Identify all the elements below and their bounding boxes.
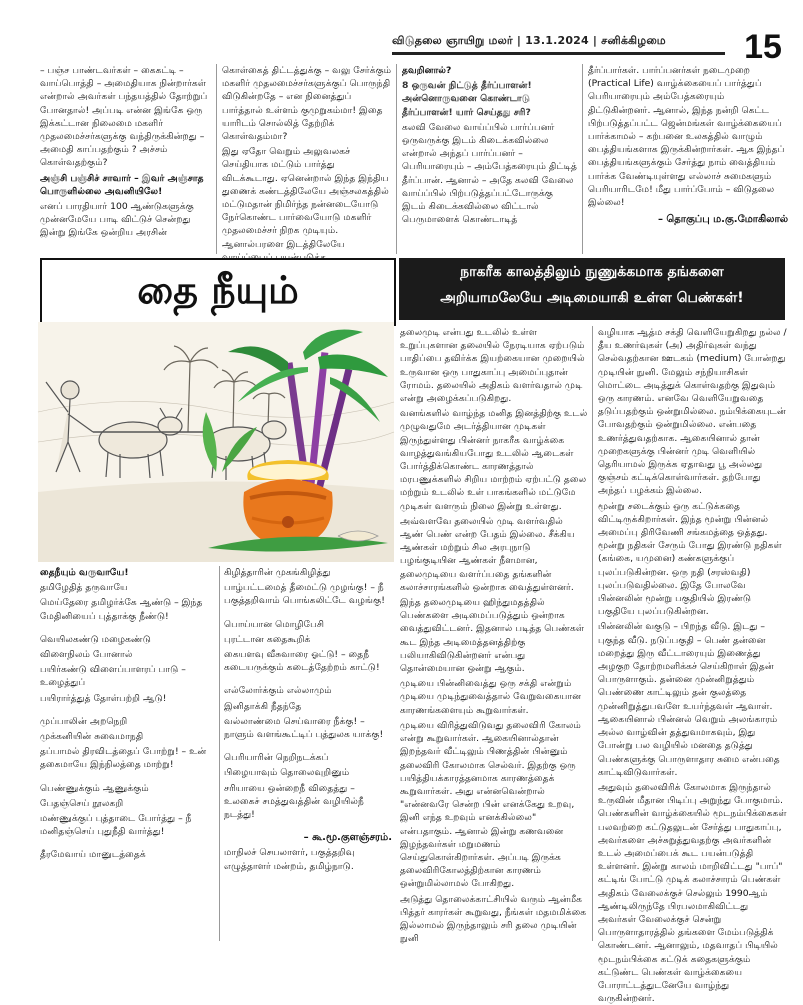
column-divider xyxy=(216,64,217,254)
poem-line: முக்கனியின் சுவைமாநதி xyxy=(40,731,144,743)
paragraph: – பஞ்ச பாண்டவர்கள் – கைகட்டி – வாய்பொத்தி – அமைதியாக நின்றார்கள் என்றால் அவர்கள் பந்தயத்தில் தோற்றுப் போனதால்! அப்படி என்ன இங்கே ஒரு இக்கட்டான நிலைமை மகளிர் முதலமைச்சர்களுக்கு வந்திருக்கின்றது – அமைதி காப்பதற்கும் ? அச்சம் கொள்வதற்கும்? xyxy=(40,65,208,169)
paragraph: வழியாக ஆத்ம சக்தி வெளியேறுகிறது நல்ல / தீய உணர்வுகள் (அ) அதிர்வுகள் வந்து செல்வதற்கான ஊடகம் (medium) போன்றது முடியின் நுனி. மேலும் சந்நியாசிகள் மொட்டை அடித்துக் கொள்வதற்கு இதுவும் ஒரு காரணம். எனவே வெளியேறுவதை தடுப்பதற்கும் ஒன்றுமில்லை. நம்பிக்கையுடன் போவதற்கும் ஒன்றுமில்லை. என்பதை உணர்த்துவதற்காக. ஆகையினால் தான் முறைகளுக்கு பின்னர் முடி வெளியில் தெரியாமல் இருக்க ஏதாவது பூ அல்லது குஞ்சம் கட்டிக்கொள்வார்கள். தற்போது அந்தப் பழக்கம் இல்லை. xyxy=(598,327,787,497)
poem-signature-note: மாநிலச் செயலாளர், பகுத்தறிவு எழுத்தாளர் மன்றம், தமிழ்நாடு. xyxy=(224,847,355,872)
poem-line: தைநீயும் வருவாயே! xyxy=(40,567,129,578)
column-divider xyxy=(582,64,583,254)
poem-line: முப்பாலின் அறநெறி xyxy=(40,715,128,727)
paragraph: தவறினால்? xyxy=(402,65,452,76)
paragraph: இந்த தலைமுடியை ஹிந்துமதத்தில் பெண்களை அடிமைப்படுத்தும் ஒன்றாக வைத்துவிட்டனர். இதனால் படித்த பெண்கள் கூட இந்த அடிமைத்தனத்திற்கு பலியாகிவிடுகின்றனர் என்பது தொன்மையான ஒன்று ஆகும். xyxy=(400,597,585,675)
paragraph: மூன்று சடைக்கும் ஒரு கட்டுக்கதை விட்டிருக்கிறார்கள். இந்த மூன்று பின்னல் அமைப்பு திரிவேணி சங்கமத்தை ஒத்தது. மூன்று நதிகள் சேரும் போது இரண்டு நதிகள் (கங்கை, யமுனை) கண்களுக்குப் புலப்படுகின்றன. ஒரு நதி (சரஸ்வதி) புலப்படுவதில்லை. இதே போலவே பின்னலின் மூன்று பகுதியில் இரண்டு பகுதியே புலப்படுகின்றன. xyxy=(598,500,782,618)
poem-line: வெயிலகண்டு மழைகண்டு xyxy=(40,633,151,645)
pongal-illustration xyxy=(38,322,394,562)
poem-line: மெய்தேரை தமிழர்க்கே ஆண்டு – இந்த மேதினியைப் புத்தாக்கு நீண்டு! xyxy=(40,597,203,622)
poem-line: மண்ணுக்குப் புத்தாடை போர்த்து – நீ மனிதஞ்செய் புதுநீதி வார்த்து! xyxy=(40,813,192,838)
header-rule xyxy=(392,52,725,55)
poem-signature: – கூ.மூ.குளஞ்சரம். xyxy=(303,832,392,844)
poem-line: எல்லோர்க்கும் எல்லாமும் xyxy=(224,685,332,697)
article-headline xyxy=(399,258,785,320)
poem-column-2 xyxy=(224,566,392,941)
top-column-2 xyxy=(222,64,392,254)
article-column-2 xyxy=(598,326,788,1005)
paragraph: பின்னலின் வகுடு – பிறந்த வீடு. இடது – புகுந்த வீடு. நடுப்பகுதி – பெண் தன்னை மறைத்து இரு வீட்டாரையும் இணைத்து அழகுற தோற்றமளிக்கச் செய்கிறாள் இதன் பொருளாகும். தன்னை முன்னிறுத்தும் பெண்ணை காட்டிலும் தன் குலத்தை முன்னிறுத்துபவளே உயர்ந்தவள் ஆவாள். ஆகையினால் பின்னல் வெறும் அலங்காரம் அல்ல வாழ்வின் தத்துவமாகவும், இது போன்று பல வழியில் மனதை தடுத்து பெண்களுக்கு பொருளாதார சுமை என்பதை காட்டிவிடுவார்கள். xyxy=(598,621,780,778)
column-divider xyxy=(219,566,220,941)
poem-line: புரட்டான கதைகூறிக் xyxy=(224,633,311,645)
paragraph: எனப் பாரதியார் 100 ஆண்டுகளுக்கு முன்னமேயே பாடி விட்டுச் சென்றது இன்று இங்கே ஒன்றிய அரசின் xyxy=(40,201,194,239)
paragraph: தலைமுடி என்பது உடலில் உள்ள உறுப்புகளான தலையில் நேரடியாக ஏற்படும் பாதிப்பை தவிர்க்க இயற்கையான முறையில் உருவான ஒரு பாதுகாப்பு அமைப்புதான் ரோமம். தலையில் அதிகம் வளர்வதால் முடி என்று அழைக்கப்படுகிறது. xyxy=(400,327,585,405)
paragraph: இது ஏதோ வெறும் அலுவலகச் செய்தியாக மட்டும் பார்த்து விடக்கூடாது. ஏனென்றால் இந்த இந்திய துணைக் கண்டத்திலேயே அஞ்சலகத்தில் மட்டுமதான் நிமிர்ந்த நன்னடையோடு நேர்கொண்ட பார்வையோடு மகளிர் முதலமைச்சர் நிறக முடியும். ஆனால்பரளை இடத்திலேயே xyxy=(222,146,389,250)
top-column-1 xyxy=(40,64,212,254)
paragraph: முடியை விரித்துவிடுவது தலைவிரி கோலம் என்று கூறுவார்கள். ஆகையினால்தான் இறந்தவர் வீட்டிலும் பிணத்தின் பின்னும் தலைவிரி கோலமாக செல்வர். இதற்கு ஒரு பயித்தியக்காரத்தனமாக காரணத்தைக் கூறுவார்கள். அது என்னவென்றால் "என்னவரே சென்ற பின் எனக்கேது உறவு, இனி எந்த உறவும் எனக்கில்லை" என்பதாகும். ஆனால் இன்று கணவனை இழந்தவர்கள் மறுமணம் செய்துகொள்கிறார்கள். அப்படி இருக்க தலைவிரிகோலத்திற்கான காரணம் ஒன்றுமில்லாமல் போகிறது. xyxy=(400,719,581,890)
paragraph: தீர்ப்பார்கள். பார்ப்பனர்கள் நடைமுறை (Practical Life) வாழ்க்கையைப் பார்த்துப் பெரியாரையும் அம்பேத்கரையும் திட்டுகின்றனர். ஆனால், இந்த நன்றி கெட்ட பிற்படுத்தப்பட்ட ஜென்மங்கள் வாழ்க்கையைப் பார்க்காமல் – கற்பனை உலகத்தில் வாழும் பைத்தியங்களாக இருக்கின்றார்கள். ஆக இந்தப் பைத்தியங்களுக்கும் சேர்த்து நாம் வைத்தியம் பார்க்க வேண்டியுள்ளது எல்லாச் சுமைகளும் பெரியாரிடமே! மீது பார்ப்போம் – விடுதலை இல்லை! xyxy=(588,65,785,209)
poem-line: கிழித்தாரின் முகங்கிழித்து xyxy=(224,567,331,578)
poem-line: தீரமேவாய் மானுடத்தைக் xyxy=(40,849,146,861)
illustration-svg xyxy=(38,322,394,562)
paragraph: அதுவும் தலைவிரிக் கோலமாக இருந்தால் உருவின் மீதான பிடிப்பு அறுந்து போகுமாம். பெண்களின் வாழ்க்கையில் மூடநம்பிக்கைகள் பலவற்றை கட்டுதலுடன் சேர்த்து பாதுகாப்பு, அவர்களை அச்சுறுத்துவதற்கு அவர்களின் உடல் அமைப்பைக் கூட பயன்படுத்தி உள்ளனர். இன்று காலம் மாறிவிட்டது "பாப்" கட்டிங் போட்டு முடிக் கலாச்சாரம் பெண்கள் அதிகம் வேலைக்குச் செல்லும் 1990ஆம் ஆண்டிலிருந்தே பிரபலமாகிவிட்டது அவர்கள் வேலைக்குச் சென்று பொருளாதாரத்தில் தங்களை மேம்படுத்திக் கொண்டனர். ஆனாலும், மதவாதப் பிடியில் மூடநம்பிக்கை கட்டுக் கதைகளுக்கும் கட்டுண்ட பெண்கள் வாழ்க்கையை போராட்டத்துடனேயே வாழ்ந்து வருகின்றனர். xyxy=(598,781,787,1005)
paragraph: கலவி வேலை வாய்ப்பில் பார்ப்பனர் ஒருவருக்கு இடம் கிடைக்கவில்லை என்றால் அந்தப் பார்ப்பனர் – பெரியாரையும் – அம்பேத்கரையும் திட்டித் தீர்ப்பான். ஆனால் – அதே கலவி வேலை வாய்ப்பில் பிற்படுத்தப்பட்டோருக்கு இடம் கிடைக்கவில்லை விட்டால் பெருமாளைக் கொண்டாடித் xyxy=(402,121,578,226)
pongal-pot-icon xyxy=(243,460,332,548)
subheading: 8 ஒருவன் நிட்டுத் தீர்ப்பாளன்! அன்னொருவனை கொண்டாடு தீர்ப்பாளன்! யார் செய்தது சரி? xyxy=(402,80,532,118)
poem-line: வல்லாண்மை செய்வாரை நீக்கு! – நாளும் வளங்கூட்டிப் புத்துலக யாக்கு! xyxy=(224,715,384,741)
paragraph: வனங்களில் வாழ்ந்த மனித இனத்திற்கு உடல் முழுவதுமே அடர்த்தியான முடிகள் இருந்துள்ளது பின்னர் நாகரீக வாழ்க்கை வாழத்துவங்கியபோது உடலில் ஆடைகள் போர்த்திக்கொண்ட காரணத்தால் மரபணுக்களில் சிறிய மாற்றம் ஏற்பட்டு தலை மற்றும் உடலில் உள் பாகங்களில் மட்டுமே முடிகள் வளரும் நிலை இன்று உள்ளது. xyxy=(400,408,588,512)
poem-line: விளைநிலம் போனால் xyxy=(40,649,133,661)
page-header xyxy=(0,0,803,66)
poem-line: பாழ்பட்டமைத் தீமைட்டு முழங்கு! – நீ பகுத்தறிவாம் பொங்கலிட்டே வழங்கு! xyxy=(224,582,385,607)
header-text: விடுதலை ஞாயிறு மலர் | 13.1.2024 | சனிக்கிழமை xyxy=(392,34,666,47)
poem-line: பெண்ணுக்கும் ஆணுக்கும் xyxy=(40,782,149,794)
poem-line: இனிதாக்கி நீதந்தே xyxy=(224,700,302,712)
headline-line-2: அறியாமலேயே அடிமையாகி உள்ள பெண்கள்! xyxy=(440,290,744,306)
top-column-3 xyxy=(402,64,578,254)
poem-line: பயிர்கண்டு விளைப்பாளரப் பாடு – உழைத்துப் xyxy=(40,664,186,689)
top-column-4 xyxy=(588,64,788,254)
poem-line: பிழையாவும் தொலைவுறினும் xyxy=(224,767,350,779)
poem-line: தப்பாமல் திரவிடத்தைப் போற்று! – உன் தகைமாயே இந்நிலத்தை மாற்று! xyxy=(40,746,207,771)
paragraph: அவ்வளவே தலையில் முடி வளர்வதில் ஆண் பெண் என்ற பேதம் இல்லை. சீக்கிய ஆண்கள் மற்றும் சில அரபுநாடு பழங்குடியின ஆண்கள் நீளமான, தலைமுடியை வளர்ப்பதை தங்களின் கலாச்சாரங்களில் ஒன்றாக வைத்துள்ளனர். xyxy=(400,515,575,593)
poem-line: கையளவு வீசுவாரை ஓட்டு! – தைநீ கடையருக்கும் கடைத்தேற்றம் காட்டு! xyxy=(224,649,380,674)
poem-line: பெரியாரின் நெறிநடக்கப் xyxy=(224,752,329,764)
paragraph: முடியை பின்னிவைத்து ஒரு சக்தி என்றும் முடியை முடிந்துவைத்தால் வேறுவகையான காரணங்களையும் கூறுவார்கள். xyxy=(400,678,582,716)
top-signature: – தொகுப்பு ம.கு.மோகிலால் xyxy=(657,214,788,226)
column-divider xyxy=(396,64,397,254)
poem-title: தை நீயும் xyxy=(40,258,396,326)
poem-line: பொய்யான மொழிபேசி xyxy=(224,618,325,630)
article-column-1 xyxy=(400,326,588,945)
poem-line: சரியாயை ஒன்றைநீ விதைத்து – உலகைச் சமத்துவத்தின் வழியில்நீ நடத்து! xyxy=(224,782,364,821)
page-number: 15 xyxy=(744,28,782,66)
column-divider xyxy=(592,326,593,941)
paragraph: அடுத்து தொலைக்காட்சியில் வரும் ஆன்மீக பித்தர் காரர்கள் கூறுவது, நீங்கள் மதமமிக்கை இல்லாமல் இருந்தாலும் சரி தலை முடியின் நுனி xyxy=(400,893,587,945)
headline-line-1: நாகரீக காலத்திலும் நுணுக்கமாக தங்களை xyxy=(460,264,724,280)
poem-column-1 xyxy=(40,566,216,941)
poem-line: பயிரார்த்துத் தோள்பற்றி ஆடு! xyxy=(40,692,167,704)
paragraph: கொள்கைத் திட்டத்துக்கு – வலு சேர்க்கும் மகளிர் முதலமைச்சர்களுக்குப் பொருந்தி விடுகின்றதே – என நினைத்துப் பார்த்தால் உள்ளம் குமுறுகம்மா! இதை யாரிடம் சொல்லித் தேற்றிக் கொள்வதம்மா? xyxy=(222,65,392,143)
quote: அஞ்சி பஞ்சிச் சாவார் – இவர் அஞ்சாத பொருளில்லை அவனியிலே! xyxy=(40,172,204,197)
poem-line: தமிழேதித் தருவாயே xyxy=(40,582,128,594)
poem-line: பேதஞ்செய் நூலகறி xyxy=(40,797,124,809)
